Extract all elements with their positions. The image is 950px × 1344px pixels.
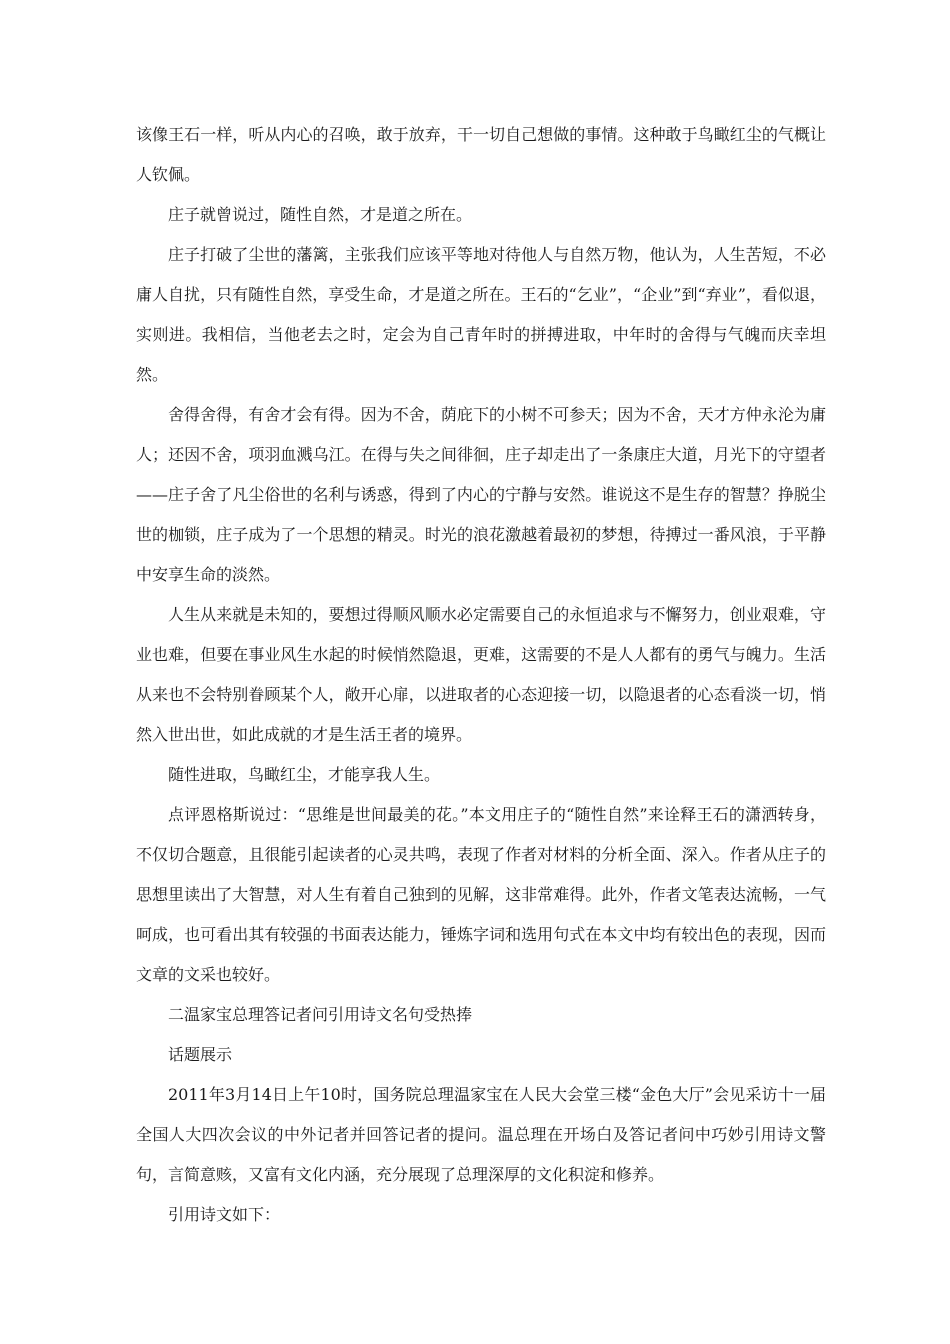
paragraph-conclusion: 随性进取，鸟瞰红尘，才能享我人生。 bbox=[168, 765, 441, 784]
subsection-heading: 话题展示 bbox=[168, 1045, 233, 1064]
paragraph-continuation: 该像王石一样，听从内心的召唤，敢于放弃，干一切自己想做的事情。这种敢于鸟瞰红尘的气概让人钦佩。 bbox=[136, 125, 826, 184]
paragraph-topic-display: 2011年3月14日上午10时，国务院总理温家宝在人民大会堂三楼“金色大厅”会见采访十一届全国人大四次会议的中外记者并回答记者的提问。温总理在开场白及答记者问中巧妙引用诗文警句，言简意赅，又富有文化内涵，充分展现了总理深厚的文化积淀和修养。 bbox=[136, 1085, 826, 1184]
paragraph-zhuangzi-quote: 庄子就曾说过，随性自然，才是道之所在。 bbox=[168, 205, 473, 224]
paragraph-giving-up: 舍得舍得，有舍才会有得。因为不舍，荫庇下的小树不可参天；因为不舍，天才方仲永沦为庸人；还因不舍，项羽血溅乌江。在得与失之间徘徊，庄子却走出了一条康庄大道，月光下的守望者——庄子舍了凡尘俗世的名利与诱惑，得到了内心的宁静与安然。谁说这不是生存的智慧？挣脱尘世的枷锁，庄子成为了一个思想的精灵。时光的浪花激越着最初的梦想，待搏过一番风浪，于平静中安享生命的淡然。 bbox=[136, 405, 826, 584]
paragraph-zhuangzi-view: 庄子打破了尘世的藩篱，主张我们应该平等地对待他人与自然万物，他认为，人生苦短，不必庸人自扰，只有随性自然，享受生命，才是道之所在。王石的“乞业”，“企业”到“弃业”，看似退，实则进。我相信，当他老去之时，定会为自己青年时的拼搏进取，中年时的舍得与气魄而庆幸坦然。 bbox=[136, 245, 826, 384]
paragraph-life-unknown: 人生从来就是未知的，要想过得顺风顺水必定需要自己的永恒追求与不懈努力，创业艰难，守业也难，但要在事业风生水起的时候悄然隐退，更难，这需要的不是人人都有的勇气与魄力。生活从来也不会特别眷顾某个人，敞开心扉，以进取者的心态迎接一切，以隐退者的心态看淡一切，悄然入世出世，如此成就的才是生活王者的境界。 bbox=[136, 605, 826, 744]
section-heading: 二温家宝总理答记者问引用诗文名句受热捧 bbox=[168, 1005, 473, 1024]
paragraph-commentary: 点评恩格斯说过：“思维是世间最美的花。”本文用庄子的“随性自然”来诠释王石的潇洒转身，不仅切合题意，且很能引起读者的心灵共鸣，表现了作者对材料的分析全面、深入。作者从庄子的思想里读出了大智慧，对人生有着自己独到的见解，这非常难得。此外，作者文笔表达流畅，一气呵成，也可看出其有较强的书面表达能力，锤炼字词和选用句式在本文中均有较出色的表现，因而文章的文采也较好。 bbox=[136, 805, 826, 984]
document-body bbox=[136, 115, 826, 1235]
paragraph-quotes-intro: 引用诗文如下： bbox=[168, 1205, 281, 1224]
